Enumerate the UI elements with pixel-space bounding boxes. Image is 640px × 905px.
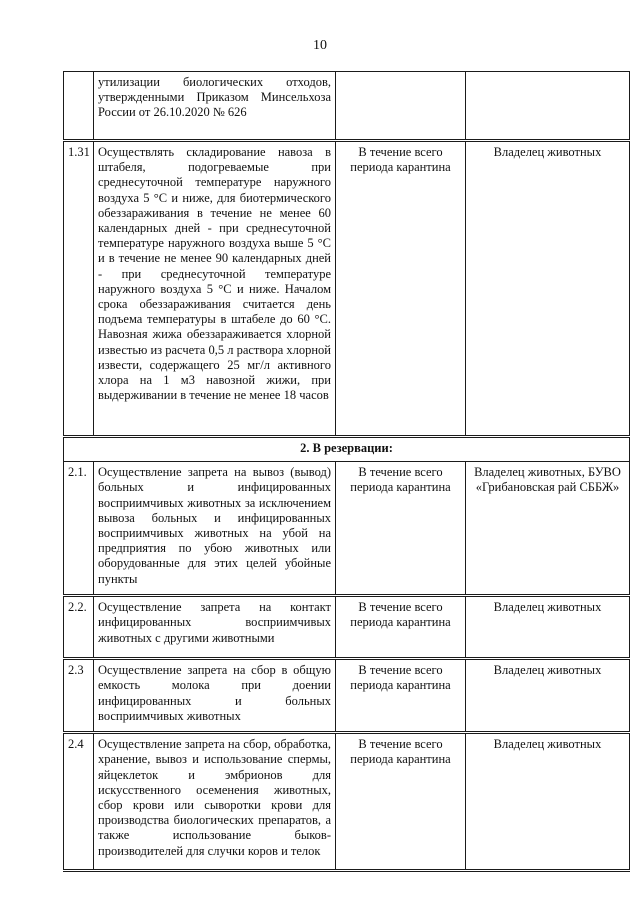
row-responsible: Владелец животных [466, 596, 630, 659]
row-responsible: Владелец животных [466, 141, 630, 437]
row-number: 2.2. [64, 596, 94, 659]
row-term: В течение всего периода карантина [336, 596, 466, 659]
row-action: Осуществление запрета на контакт инфицированных восприимчивых животных с другими животными [94, 596, 336, 659]
table-row-continuation [64, 72, 630, 141]
row-number: 2.1. [64, 462, 94, 596]
row-term: В течение всего периода карантина [336, 141, 466, 437]
page-number: 10 [313, 38, 327, 53]
row-responsible [466, 72, 630, 141]
row-term: В течение всего периода карантина [336, 733, 466, 871]
row-number: 2.3 [64, 659, 94, 733]
row-term: В течение всего периода карантина [336, 462, 466, 596]
table-row [64, 733, 630, 871]
row-number: 2.4 [64, 733, 94, 871]
row-responsible: Владелец животных [466, 659, 630, 733]
row-responsible: Владелец животных, БУВО «Грибановская рай СББЖ» [466, 462, 630, 596]
row-action: Осуществлять складирование навоза в штабеля, подогреваемые при среднесуточной температуре наружного воздуха 5 °С и ниже, для биотермического обеззараживания в течение не менее 60 календарных дней - при среднесуточной температуре наружного воздуха выше 5 °С и в течение не менее 90 календарных дней - при среднесуточной температуре наружного воздуха 5 °С и ниже. Началом срока обеззараживания считается день подъема температуры в штабеле до 60 °С. Навозная жижа обеззараживается хлорной известью из расчета 0,5 л раствора хлорной извести, содержащего 25 мг/л активного хлора на 1 м3 навозной жижи, при выдерживании в течение не менее 18 часов [94, 141, 336, 437]
measures-table [63, 71, 630, 872]
section-title: 2. В резервации: [64, 437, 630, 462]
table-row [64, 141, 630, 437]
row-term [336, 72, 466, 141]
row-responsible: Владелец животных [466, 733, 630, 871]
row-action: Осуществление запрета на сбор, обработка, хранение, вывоз и использование спермы, яйцеклеток и эмбрионов для искусственного осеменения животных, сбор крови или сыворотки крови для производства биологических препаратов, а также использование быков-производителей для случки коров и телок [94, 733, 336, 871]
row-number [64, 72, 94, 141]
table-row [64, 659, 630, 733]
row-term: В течение всего периода карантина [336, 659, 466, 733]
row-action: Осуществление запрета на вывоз (вывод) больных и инфицированных восприимчивых животных за исключением вывоза больных и инфицированных восприимчивых животных на убой на предприятия по убою животных или оборудованные для этих целей убойные пункты [94, 462, 336, 596]
table-row [64, 462, 630, 596]
row-action: утилизации биологических отходов, утвержденными Приказом Минсельхоза России от 26.10.2020 № 626 [94, 72, 336, 141]
section-heading-row [64, 437, 630, 462]
table-row [64, 596, 630, 659]
row-action: Осуществление запрета на сбор в общую емкость молока при доении инфицированных и больных восприимчивых животных [94, 659, 336, 733]
row-number: 1.31 [64, 141, 94, 437]
